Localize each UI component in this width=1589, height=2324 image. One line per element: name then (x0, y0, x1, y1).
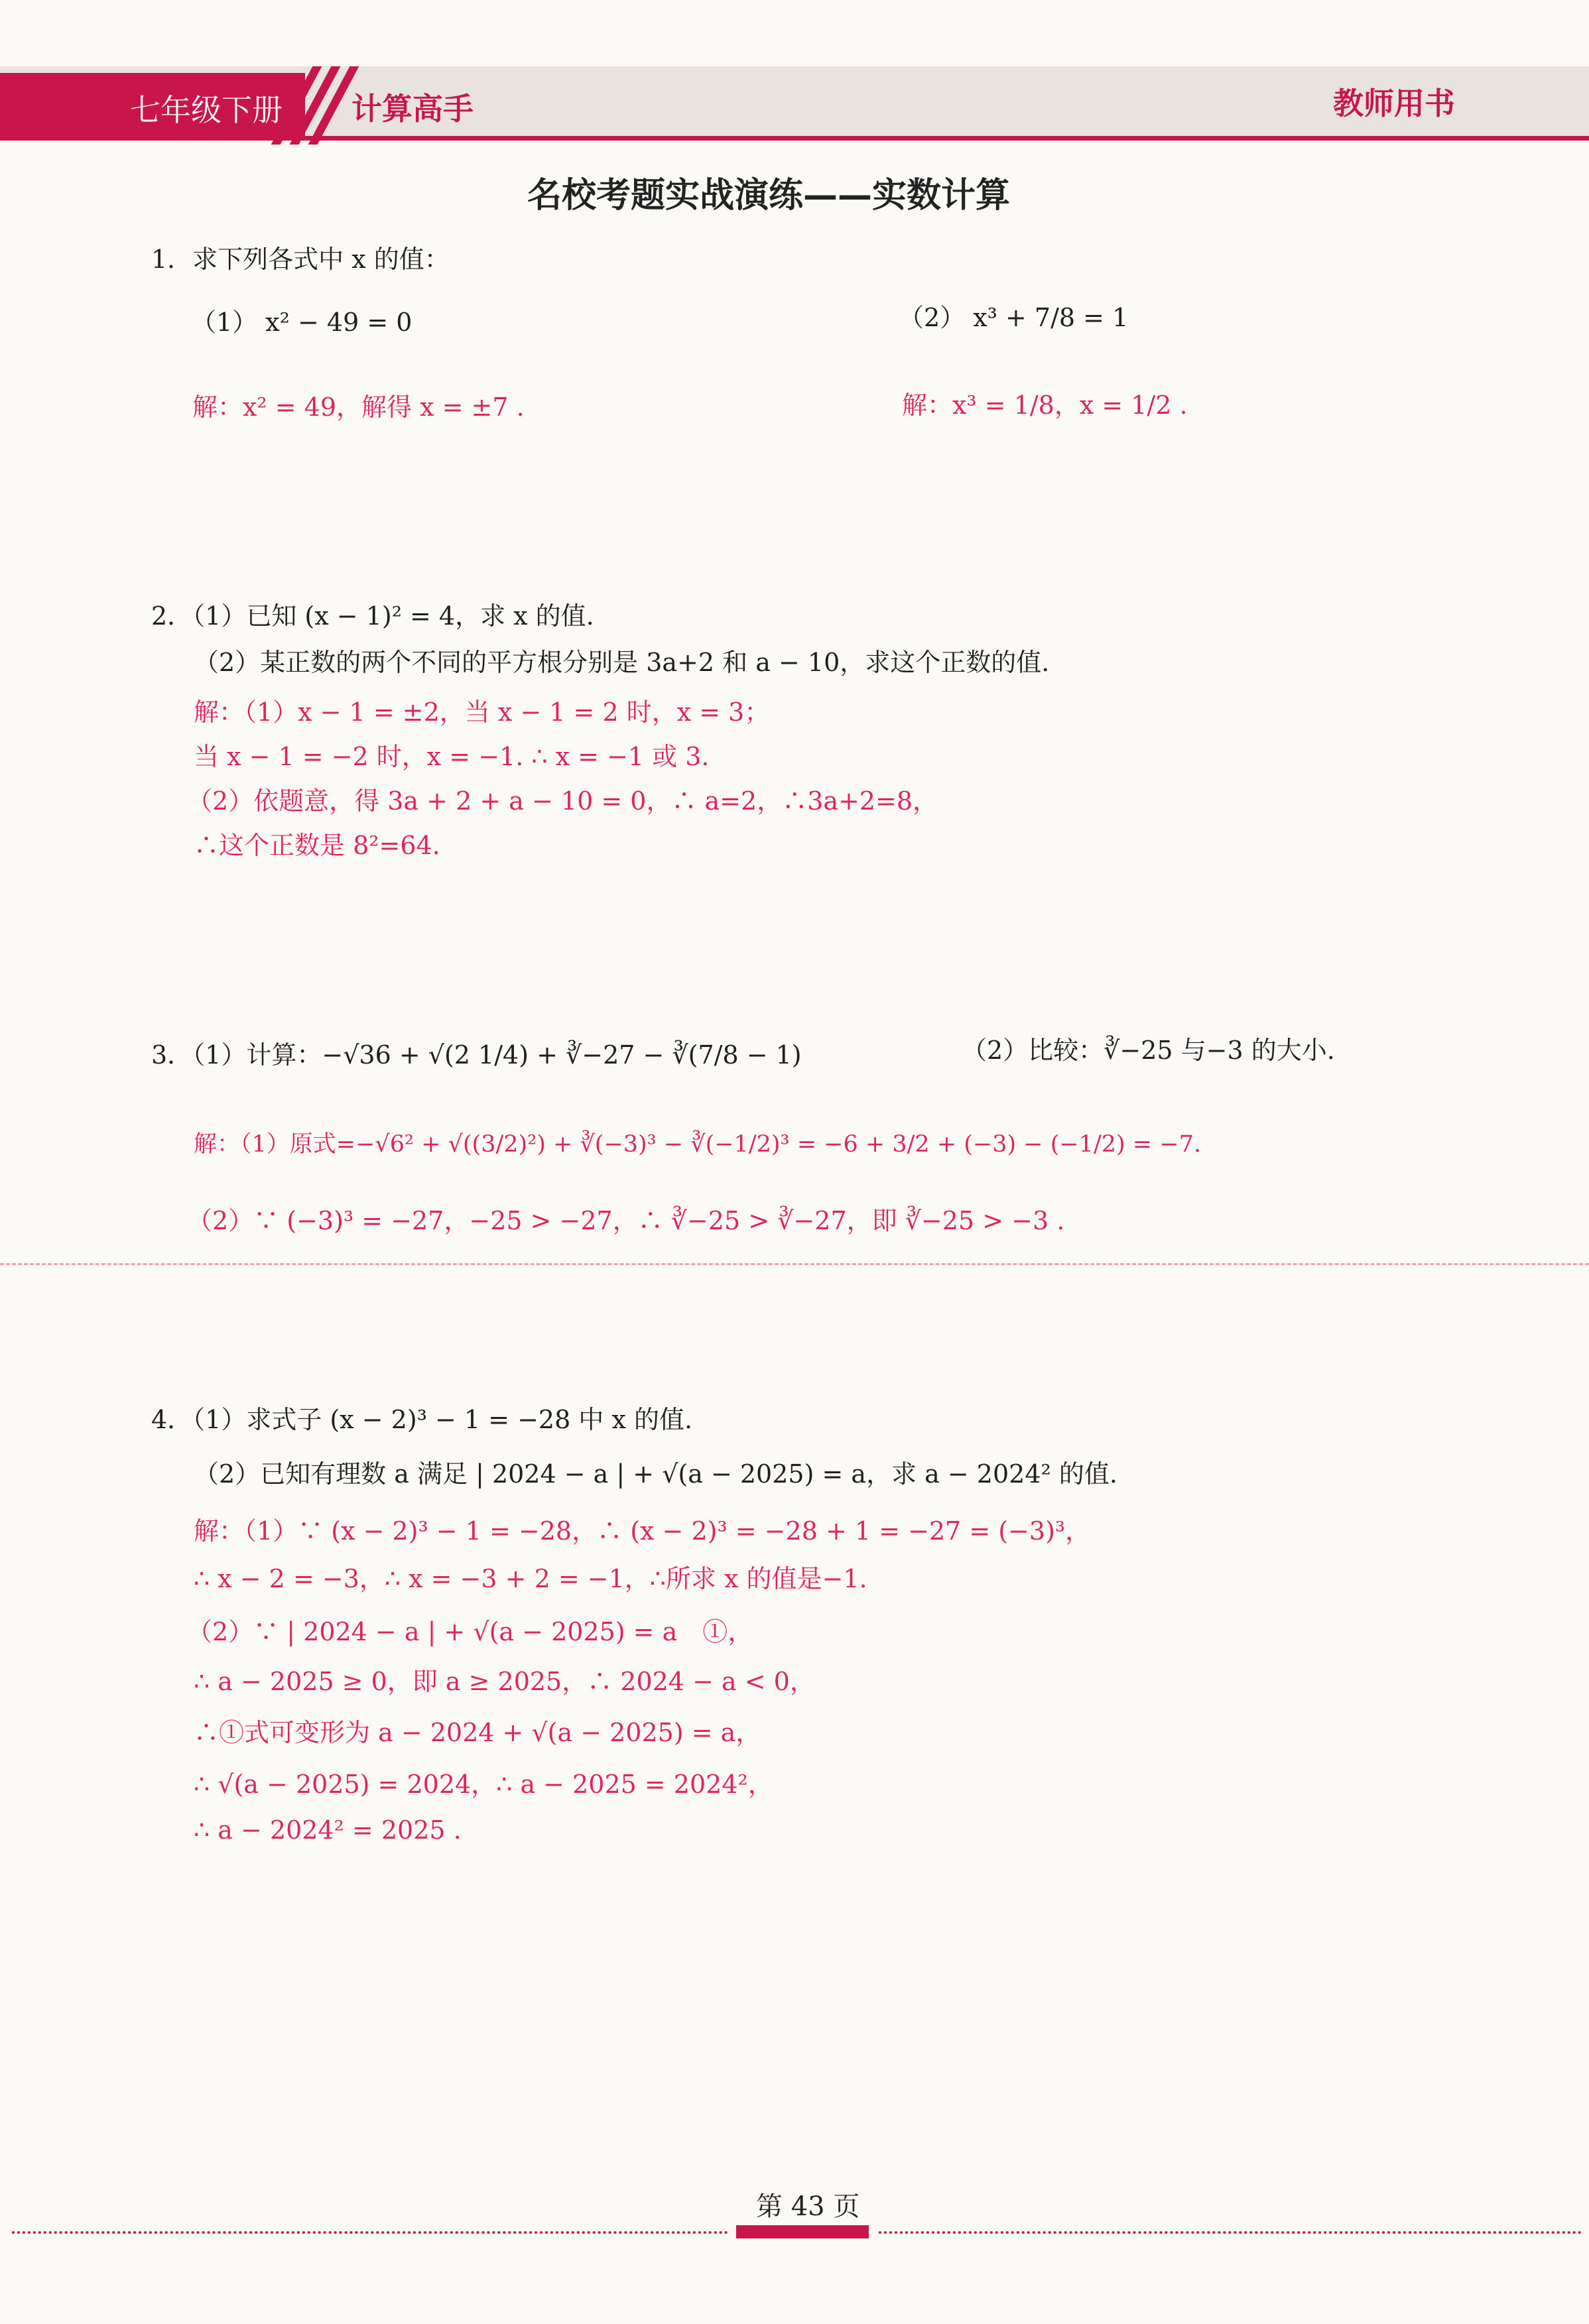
problem-4-answer-line-1: 解：（1）∵ (x − 2)³ − 1 = −28，∴ (x − 2)³ = −28 + 1 = −27 = (−3)³， (194, 1516, 1091, 1546)
problem-4-part-1: 4．（1）求式子 (x − 2)³ − 1 = −28 中 x 的值. (151, 1405, 693, 1434)
problem-1-stem: 1．求下列各式中 x 的值： (151, 245, 450, 274)
problem-1-answer-1: 解：x² = 49，解得 x = ±7 . (192, 393, 525, 422)
problem-1-part-1: （1） x² − 49 = 0 (191, 308, 413, 337)
footer-dotted-rule-left (12, 2231, 728, 2234)
problem-3-answer-2: （2）∵ (−3)³ = −27，−25 > −27，∴ ∛−25 > ∛−27，即 ∛−25 > −3 . (187, 1206, 1065, 1235)
problem-4-answer-line-4: ∴ a − 2025 ≥ 0，即 a ≥ 2025，∴ 2024 − a < 0， (194, 1667, 815, 1696)
footer-page-tab (736, 2225, 869, 2238)
header-series: 计算高手 (351, 91, 474, 127)
problem-3-part-1: 3．（1）计算：−√36 + √(2 1/4) + ∛−27 − ∛(7/8 − 1) (151, 1040, 802, 1070)
problem-4-answer-line-3: （2）∵ | 2024 − a | + √(a − 2025) = a ①， (187, 1617, 753, 1646)
header-right-label: 教师用书 (1333, 86, 1455, 121)
problem-4-part-2: （2）已知有理数 a 满足 | 2024 − a | + √(a − 2025) = a，求 a − 2024² 的值. (194, 1459, 1117, 1489)
page-number: 第 43 页 (756, 2191, 860, 2222)
header-grade: 七年级下册 (130, 92, 283, 128)
problem-3-answer-1: 解：（1）原式=−√6² + √((3/2)²) + ∛(−3)³ − ∛(−1/2)³ = −6 + 3/2 + (−3) − (−1/2) = −7. (194, 1131, 1201, 1158)
problem-1-answer-2: 解：x³ = 1/8，x = 1/2 . (902, 391, 1188, 420)
header-rule (0, 136, 1589, 141)
page-title: 名校考题实战演练——实数计算 (527, 176, 1011, 215)
problem-4-answer-line-7: ∴ a − 2024² = 2025 . (194, 1815, 462, 1845)
problem-2-answer-line-4: ∴这个正数是 8²=64. (194, 831, 440, 860)
problem-3-part-2: （2）比较：∛−25 与−3 的大小. (962, 1036, 1335, 1065)
section-separator (0, 1263, 1589, 1265)
problem-4-answer-line-6: ∴ √(a − 2025) = 2024，∴ a − 2025 = 2024²， (194, 1770, 773, 1799)
problem-2-part-2: （2）某正数的两个不同的平方根分别是 3a+2 和 a − 10，求这个正数的值. (194, 648, 1050, 677)
problem-2-answer-line-1: 解：（1）x − 1 = ±2，当 x − 1 = 2 时，x = 3； (194, 698, 770, 727)
problem-2-part-1: 2．（1）已知 (x − 1)² = 4，求 x 的值. (151, 601, 594, 631)
problem-4-answer-line-2: ∴ x − 2 = −3，∴ x = −3 + 2 = −1，∴所求 x 的值是−1. (194, 1564, 867, 1593)
problem-4-answer-line-5: ∴①式可变形为 a − 2024 + √(a − 2025) = a， (194, 1718, 761, 1747)
footer-dotted-rule-right (879, 2231, 1582, 2234)
problem-1-part-2: （2） x³ + 7/8 = 1 (899, 303, 1129, 332)
problem-2-answer-line-3: （2）依题意，得 3a + 2 + a − 10 = 0，∴ a=2，∴3a+2=8， (187, 786, 938, 816)
problem-2-answer-line-2: 当 x − 1 = −2 时，x = −1. ∴ x = −1 或 3. (194, 742, 710, 771)
